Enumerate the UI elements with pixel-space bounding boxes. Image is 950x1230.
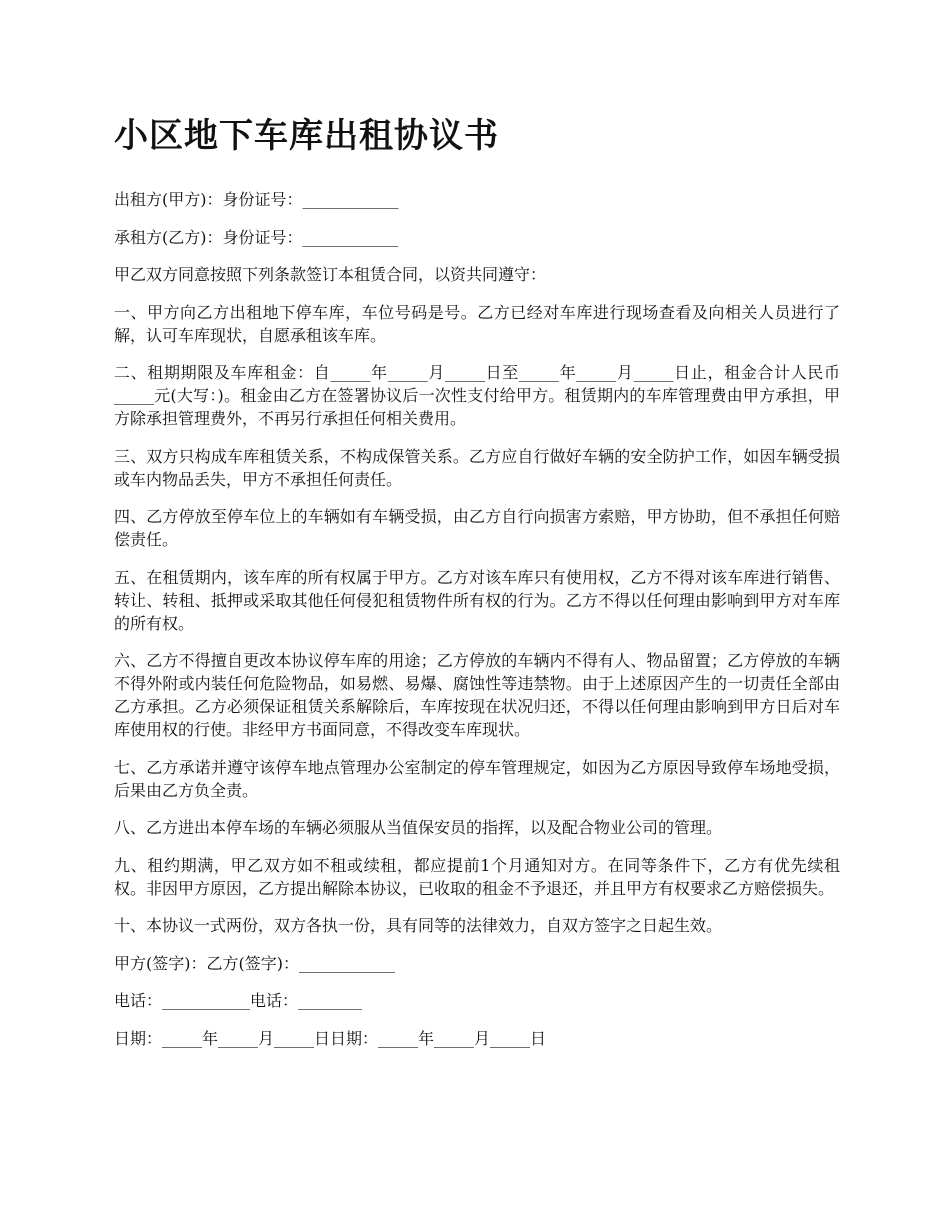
signature-line: 甲方(签字)：乙方(签字)：____________ — [114, 953, 395, 973]
clause-6: 六、乙方不得擅自更改本协议停车库的用途；乙方停放的车辆内不得有人、物品留置；乙方停放的车辆不得外附或内装任何危险物品，如易燃、易爆、腐蚀性等违禁物。由于上述原因产生的一切责任全部由乙方承担。乙方必须保证租赁关系解除后，车库按现在状况归还，不得以任何理由影响到甲方日后对车库使用权的行使。非经甲方书面同意，不得改变车库现状。 — [114, 651, 840, 739]
lessee-line: 承租方(乙方)：身份证号：____________ — [114, 227, 399, 247]
clause-2: 二、租期期限及车库租金：自_____年_____月_____日至_____年_____月_____日止，租金合计人民币_____元(大写：)。租金由乙方在签署协议后一次性支付给甲方。租赁期内的车库管理费由甲方承担，甲方除承担管理费外，不再另行承担任何相关费用。 — [114, 363, 840, 428]
date-line: 日期：_____年_____月_____日日期：_____年_____月_____日 — [114, 1028, 547, 1048]
clause-9: 九、租约期满，甲乙双方如不租或续租，都应提前1个月通知对方。在同等条件下，乙方有优先续租权。非因甲方原因，乙方提出解除本协议，已收取的租金不予退还，并且甲方有权要求乙方赔偿损失。 — [114, 855, 840, 898]
clause-3: 三、双方只构成车库租赁关系，不构成保管关系。乙方应自行做好车辆的安全防护工作，如因车辆受损或车内物品丢失，甲方不承担任何责任。 — [114, 446, 840, 489]
clause-8: 八、乙方进出本停车场的车辆必须服从当值保安员的指挥，以及配合物业公司的管理。 — [114, 818, 723, 837]
clause-4: 四、乙方停放至停车位上的车辆如有车辆受损，由乙方自行向损害方索赔，甲方协助，但不承担任何赔偿责任。 — [114, 507, 840, 549]
intro-paragraph: 甲乙双方同意按照下列条款签订本租赁合同，以资共同遵守： — [114, 265, 547, 284]
phone-line: 电话：___________电话：________ — [114, 991, 363, 1010]
clause-5: 五、在租赁期内，该车库的所有权属于甲方。乙方对该车库只有使用权，乙方不得对该车库进行销售、转让、转租、抵押或采取其他任何侵犯租赁物件所有权的行为。乙方不得以任何理由影响到甲方对车库的所有权。 — [114, 567, 840, 633]
clause-10: 十、本协议一式两份，双方各执一份，具有同等的法律效力，自双方签字之日起生效。 — [114, 916, 723, 935]
clause-7: 七、乙方承诺并遵守该停车地点管理办公室制定的停车管理规定，如因为乙方原因导致停车场地受损，后果由乙方负全责。 — [114, 757, 840, 800]
lessor-line: 出租方(甲方)：身份证号：____________ — [114, 190, 399, 209]
document-page — [114, 112, 840, 1064]
clause-1: 一、甲方向乙方出租地下停车库，车位号码是号。乙方已经对车库进行现场查看及向相关人员进行了解，认可车库现状，自愿承租该车库。 — [114, 302, 840, 345]
document-title: 小区地下车库出租协议书 — [114, 116, 499, 156]
